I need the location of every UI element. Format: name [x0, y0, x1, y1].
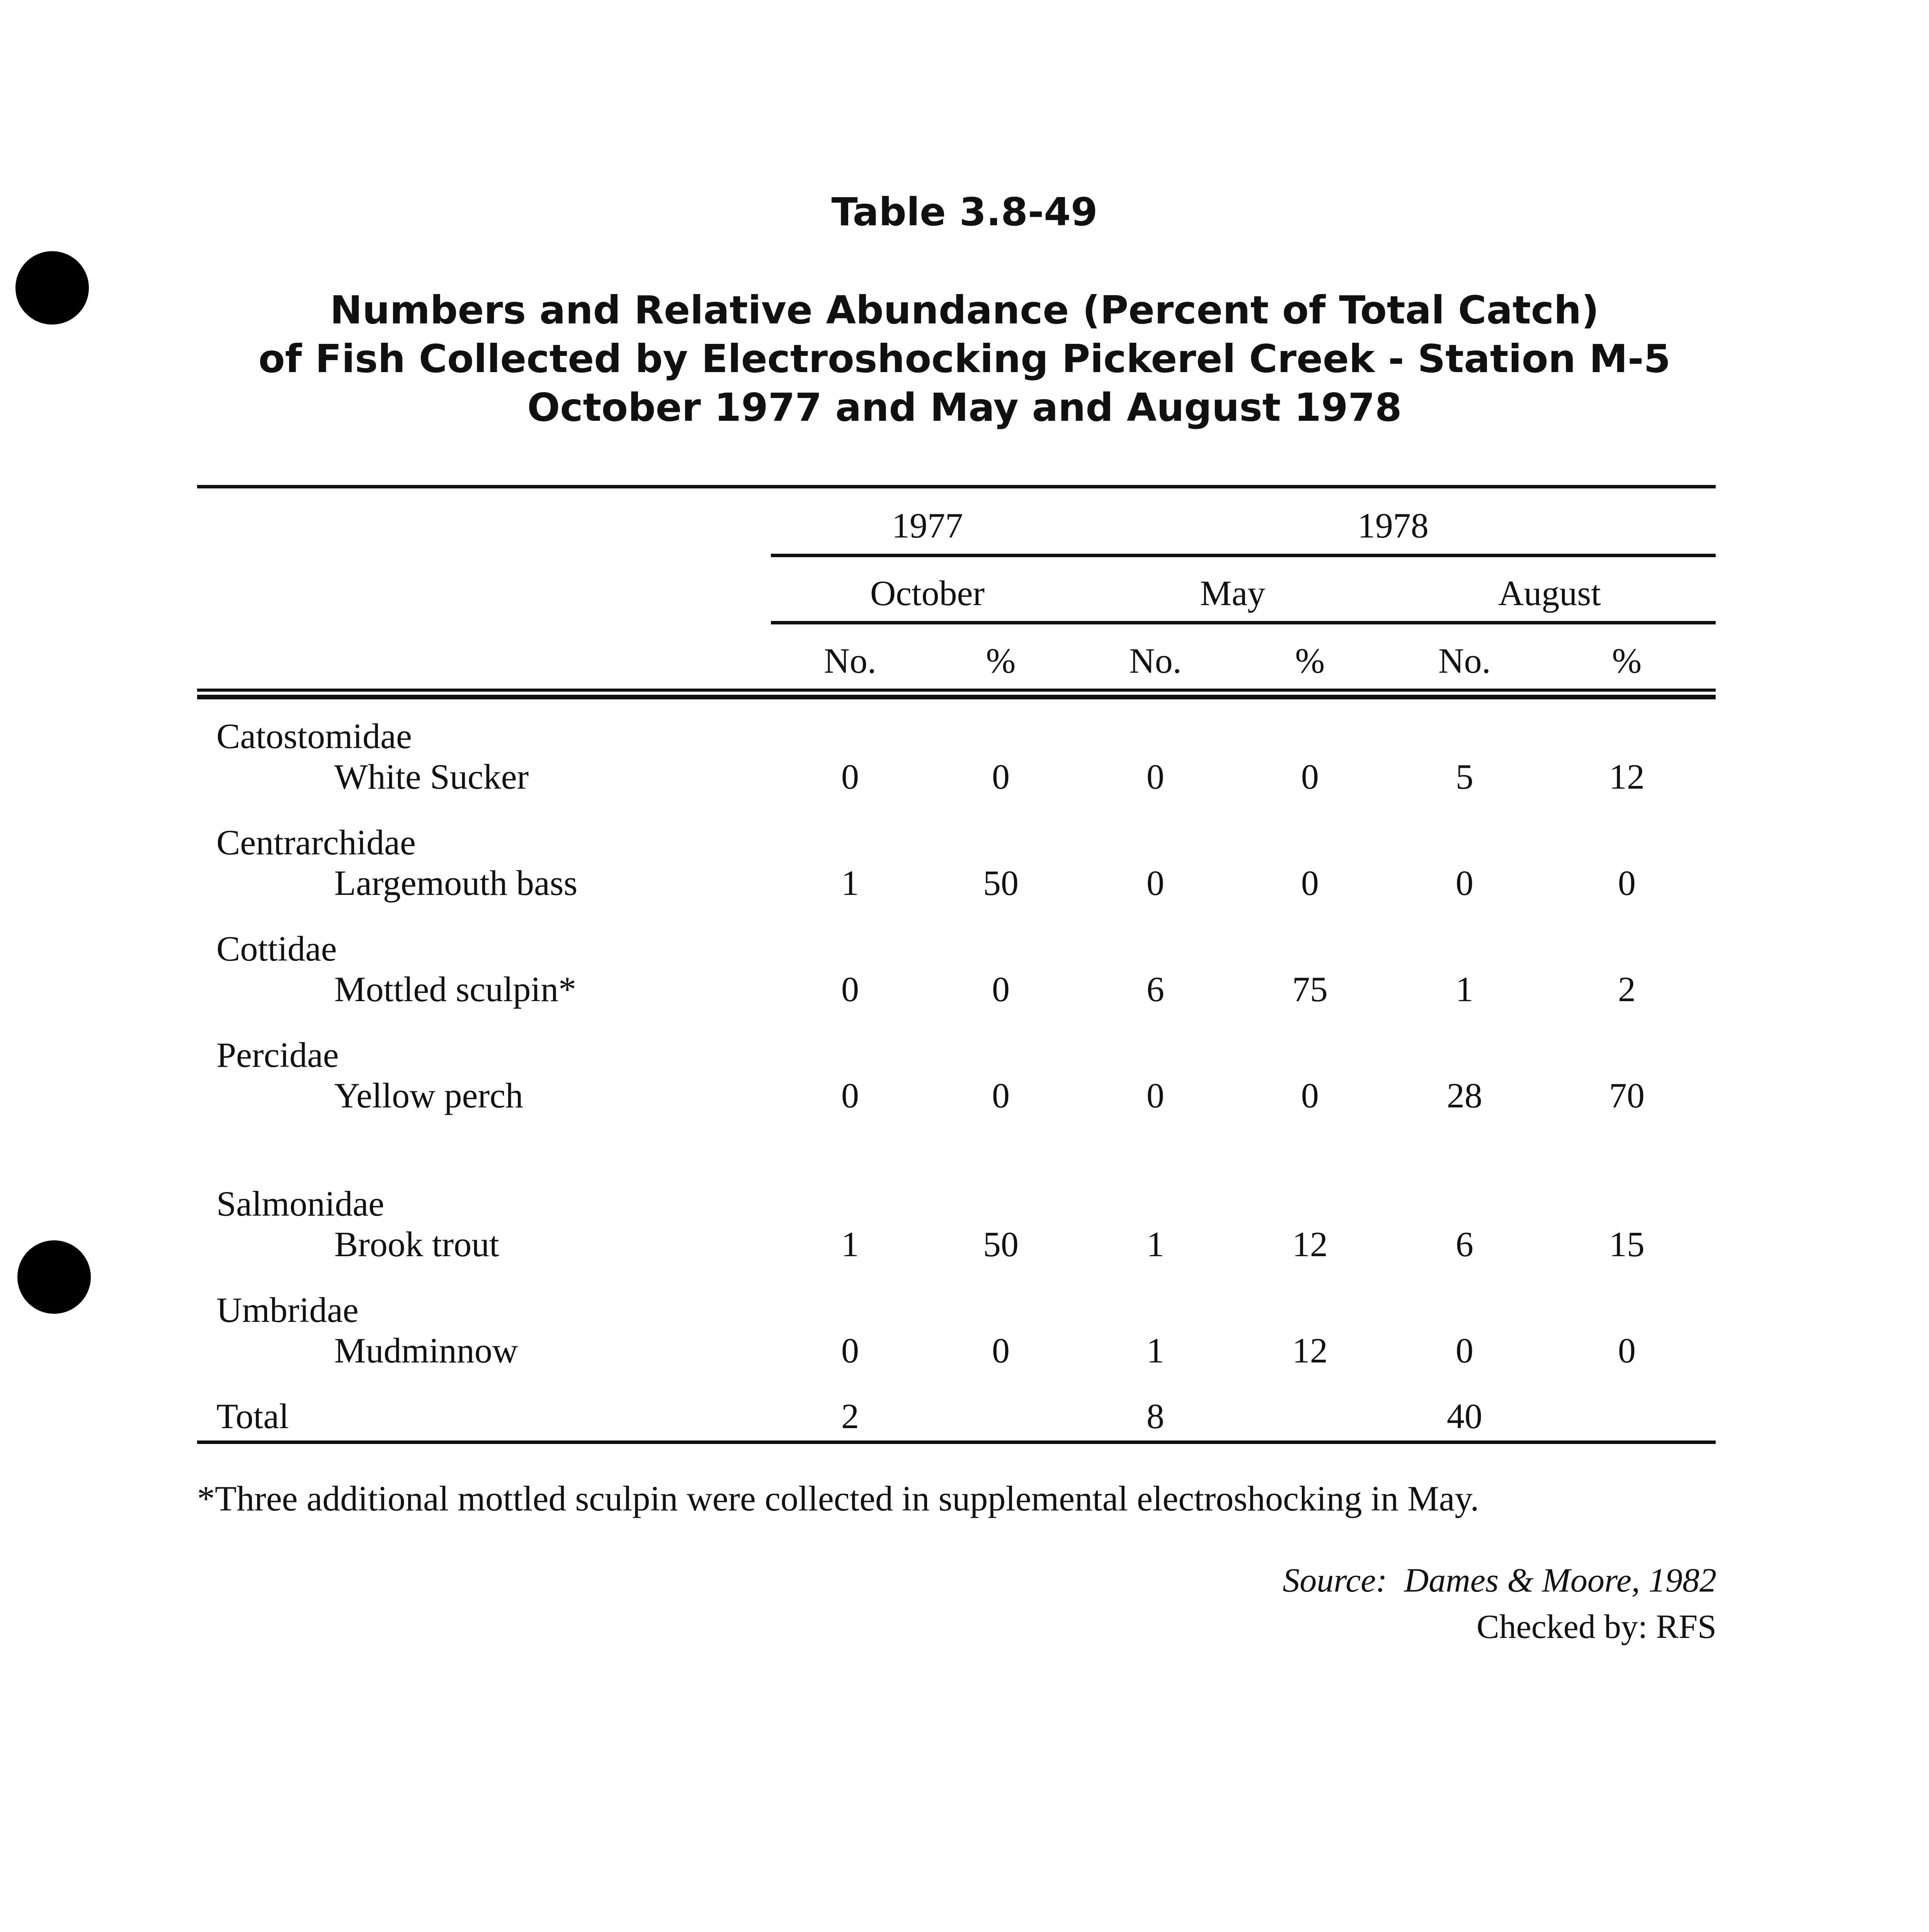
table-cell: 12 — [1292, 1331, 1328, 1370]
family-label: Umbridae — [216, 1290, 359, 1330]
col-label: % — [1295, 641, 1325, 680]
col-label: % — [986, 641, 1016, 680]
title-line-1: Numbers and Relative Abundance (Percent of Total Catch) — [330, 287, 1599, 333]
source-line — [1283, 1561, 1716, 1600]
table-cell: 1 — [841, 863, 859, 903]
table-cell: 12 — [1292, 1225, 1328, 1264]
table-cell: 0 — [992, 1331, 1010, 1370]
total-label: Total — [216, 1396, 289, 1436]
table-cell: 0 — [1301, 757, 1319, 796]
family-label: Salmonidae — [216, 1184, 384, 1223]
species-label: White Sucker — [334, 757, 529, 796]
family-label: Percidae — [216, 1035, 339, 1075]
table-cell: 15 — [1609, 1225, 1645, 1264]
species-label: Brook trout — [334, 1225, 499, 1264]
month-rule — [771, 621, 1716, 624]
table-cell: 0 — [1147, 757, 1164, 796]
family-label: Catostomidae — [216, 716, 412, 756]
family-label: Centrarchidae — [216, 823, 416, 862]
table-cell: 0 — [841, 1076, 859, 1115]
month-may: May — [1200, 573, 1266, 613]
table-cell: 0 — [992, 1076, 1010, 1115]
total-cell: 40 — [1447, 1396, 1482, 1436]
table-cell: 1 — [1456, 969, 1473, 1009]
species-label: Largemouth bass — [334, 863, 578, 903]
header-double-rule-2 — [197, 695, 1716, 699]
table-cell: 0 — [1301, 863, 1319, 903]
year-1978: 1978 — [1357, 506, 1429, 545]
table-cell: 0 — [1618, 1331, 1636, 1370]
table-cell: 6 — [1456, 1225, 1473, 1264]
table-cell: 0 — [992, 757, 1010, 796]
table-cell: 50 — [983, 863, 1019, 903]
table-cell: 12 — [1609, 757, 1645, 796]
table-cell: 5 — [1456, 757, 1473, 796]
species-label: Mudminnow — [334, 1331, 518, 1370]
checked-by: Checked by: RFS — [1477, 1608, 1716, 1646]
table-cell: 70 — [1609, 1076, 1645, 1115]
source-text: Dames & Moore, 1982 — [1404, 1562, 1716, 1599]
table-cell: 0 — [1618, 863, 1636, 903]
month-october: October — [870, 573, 985, 613]
total-cell: 8 — [1147, 1396, 1164, 1436]
header-double-rule-1 — [197, 689, 1716, 692]
footnote: *Three additional mottled sculpin were collected in supplemental electroshocking in May. — [197, 1479, 1479, 1518]
table-cell: 1 — [1147, 1225, 1164, 1264]
table-cell: 1 — [1147, 1331, 1164, 1370]
table-cell: 0 — [1456, 863, 1473, 903]
title-line-2: of Fish Collected by Electroshocking Pickerel Creek - Station M-5 — [258, 336, 1671, 381]
table-cell: 75 — [1292, 969, 1328, 1009]
species-label: Yellow perch — [334, 1076, 523, 1115]
col-label: No. — [824, 641, 876, 680]
table-cell: 0 — [1147, 1076, 1164, 1115]
table-cell: 0 — [992, 969, 1010, 1009]
title-line-3: October 1977 and May and August 1978 — [527, 385, 1402, 430]
table-cell: 0 — [1456, 1331, 1473, 1370]
month-august: August — [1498, 573, 1601, 613]
col-label: No. — [1129, 641, 1182, 680]
table-cell: 2 — [1618, 969, 1636, 1009]
table-top-rule — [197, 485, 1716, 488]
table-bottom-rule — [197, 1440, 1716, 1444]
table-title — [0, 286, 1929, 432]
table-cell: 0 — [1301, 1076, 1319, 1115]
table-cell: 0 — [1147, 863, 1164, 903]
year-1977: 1977 — [892, 506, 963, 545]
col-label: % — [1612, 641, 1642, 680]
table-cell: 1 — [841, 1225, 859, 1264]
table-cell: 0 — [841, 1331, 859, 1370]
table-cell: 50 — [983, 1225, 1019, 1264]
year-rule — [771, 554, 1716, 557]
source-label: Source: — [1283, 1562, 1387, 1599]
family-label: Cottidae — [216, 929, 337, 968]
species-label: Mottled sculpin* — [334, 969, 577, 1009]
table-cell: 28 — [1447, 1076, 1482, 1115]
table-cell: 0 — [841, 757, 859, 796]
punch-hole-middle — [17, 1240, 91, 1314]
table-cell: 0 — [841, 969, 859, 1009]
table-number: Table 3.8-49 — [831, 189, 1098, 235]
table-cell: 6 — [1147, 969, 1164, 1009]
col-label: No. — [1438, 641, 1491, 680]
total-cell: 2 — [841, 1396, 859, 1436]
